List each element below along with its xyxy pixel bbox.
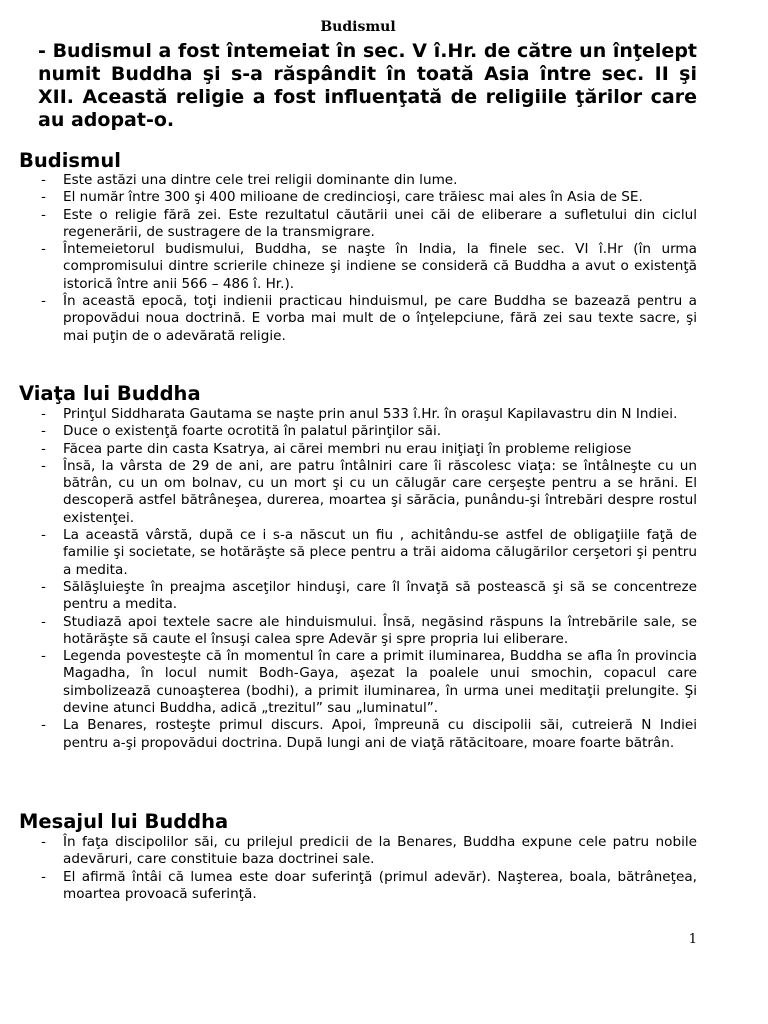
list-item: - În faţa discipolilor săi, cu prilejul predicii de la Benares, Buddha expune cele patru nobile adevăruri, care constituie baza doctrinei sale. — [0, 834, 697, 869]
list-item: - Este astăzi una dintre cele trei religii dominante din lume. — [0, 172, 697, 189]
list-item: - La Benares, rosteşte primul discurs. Apoi, împreună cu discipolii săi, cutreieră N Indiei pentru a-şi propovădui doctrina. După lungi ani de viaţă rătăcitoare, moare foarte bătrân. — [0, 717, 697, 752]
document-title: Budismul — [320, 19, 396, 35]
section-list-viata-lui-buddha — [0, 406, 697, 752]
list-item: - Prinţul Siddharata Gautama se naşte prin anul 533 î.Hr. în oraşul Kapilavastru din N Indiei. — [0, 406, 697, 423]
list-item: - Este o religie fără zei. Este rezultatul căutării unei căi de eliberare a sufletului din ciclul regenerării, de sustragere de la transmigrare. — [0, 207, 697, 242]
list-item: - Însă, la vârsta de 29 de ani, are patru întâlniri care îi răscolesc viaţa: se întâlneşte cu un bătrân, cu un om bolnav, cu un mort şi cu un călugăr care cerşeşte pentru a se hrăni. El descoperă astfel bătrâneşea, durerea, moartea şi sărăcia, punându-şi întrebări despre rostul existenţei. — [0, 458, 697, 527]
section-title-mesajul-lui-buddha: Mesajul lui Buddha — [19, 810, 229, 833]
list-item: - Legenda povesteşte că în momentul în care a primit iluminarea, Buddha se afla în provincia Magadha, în locul numit Bodh-Gaya, aşezat la poalele unui smochin, copacul care simbolizează cunoaşterea (bodhi), a primit iluminarea, în urma unei meditaţii prelungite. Şi devine atunci Buddha, adică „trezitul” sau „luminatul”. — [0, 648, 697, 717]
intro-paragraph: - Budismul a fost întemeiat în sec. V î.Hr. de către un înţelept numit Buddha şi s-a răspândit în toată Asia între sec. II şi XII. Această religie a fost influenţată de religiile ţărilor care au adopat-o. — [38, 40, 697, 131]
page-number: 1 — [688, 932, 697, 947]
section-title-viata-lui-buddha: Viaţa lui Buddha — [19, 382, 201, 405]
list-item: - El afirmă întâi că lumea este doar suferinţă (primul adevăr). Naşterea, boala, bătrâneţea, moartea provoacă suferinţă. — [0, 869, 697, 904]
section-list-mesajul-lui-buddha — [0, 834, 697, 903]
section-title-budismul: Budismul — [19, 149, 121, 172]
list-item: - El număr între 300 şi 400 milioane de credincioşi, care trăiesc mai ales în Asia de SE. — [0, 189, 697, 206]
section-list-budismul — [0, 172, 697, 345]
list-item: - Sălăşluieşte în preajma asceţilor hinduşi, care îl învaţă să postească şi să se concentreze pentru a medita. — [0, 579, 697, 614]
list-item: - Studiază apoi textele sacre ale hinduismului. Însă, negăsind răspuns la întrebările sale, se hotărăşte să caute el însuşi calea spre Adevăr şi spre propria lui eliberare. — [0, 614, 697, 649]
list-item: - Întemeietorul budismului, Buddha, se naşte în India, la finele sec. VI î.Hr (în urma compromisului dintre scrierile chineze şi indiene se consideră că Buddha a avut o existenţă istorică între anii 566 – 486 î. Hr.). — [0, 241, 697, 293]
list-item: - În această epocă, toţi indienii practicau hinduismul, pe care Buddha se bazează pentru a propovădui noua doctrină. E vorba mai mult de o înţelepciune, fără zei sau texte sacre, şi mai puţin de o adevărată religie. — [0, 293, 697, 345]
list-item: - Făcea parte din casta Ksatrya, ai cărei membri nu erau iniţiaţi în probleme religiose — [0, 441, 697, 458]
list-item: - Duce o existenţă foarte ocrotită în palatul părinţilor săi. — [0, 423, 697, 440]
list-item: - La această vârstă, după ce i s-a născut un fiu , achitându-se astfel de obligaţiile faţă de familie şi societate, se hotărăşte să plece pentru a trăi aidoma călugărilor cerşetori şi pentru a medita. — [0, 527, 697, 579]
